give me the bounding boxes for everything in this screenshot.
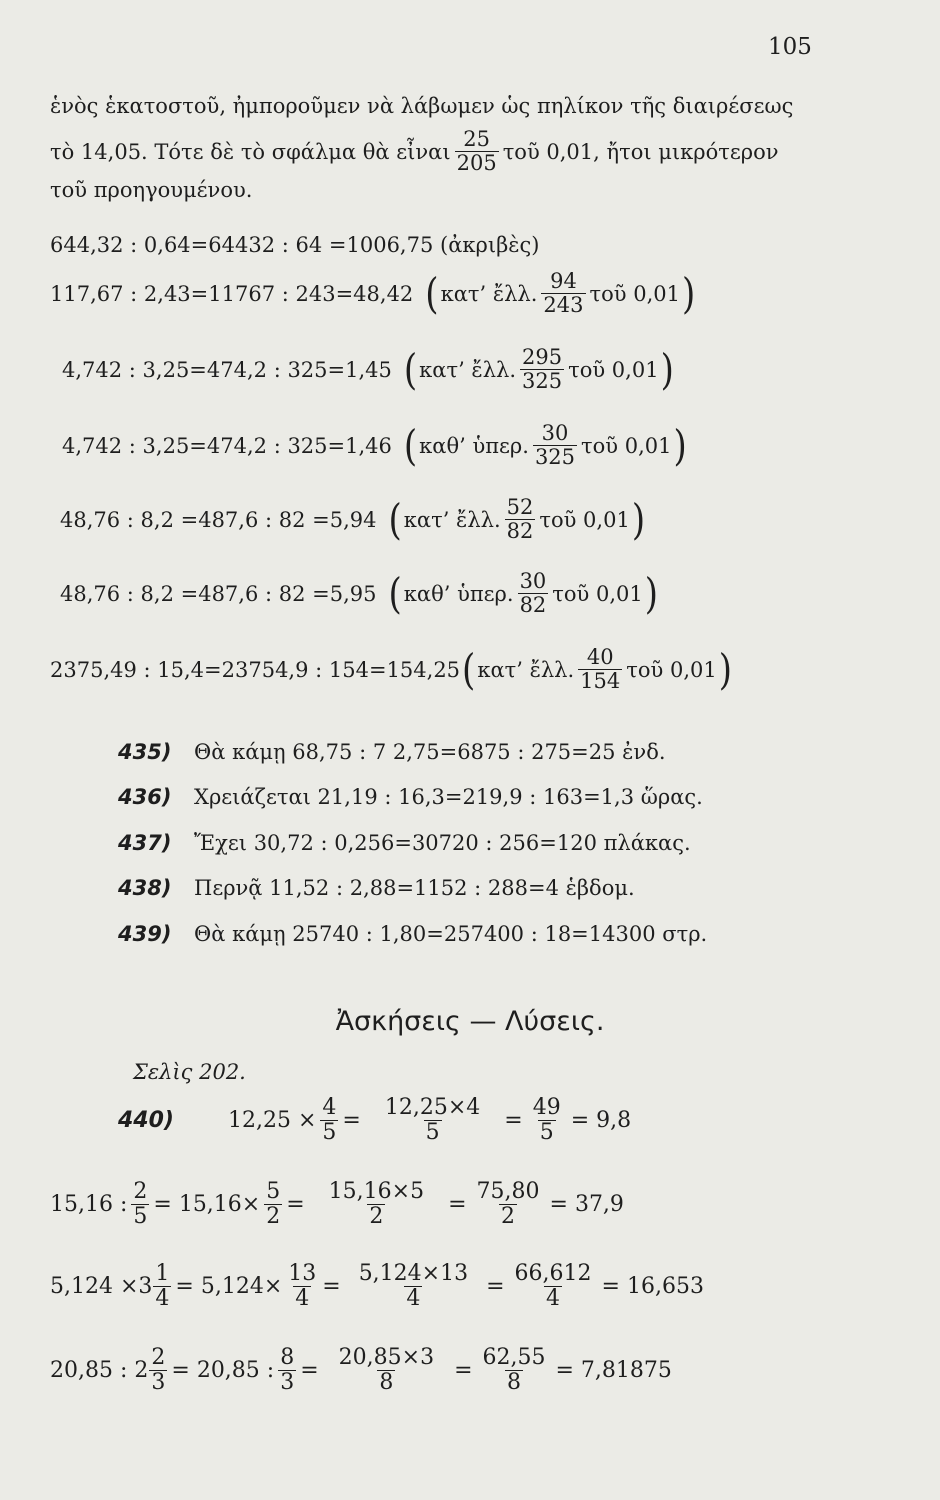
fraction — [149, 1346, 167, 1395]
fraction-denominator: 4 — [546, 1286, 561, 1312]
fraction-numerator: 94 — [550, 269, 577, 293]
open-paren: ( — [425, 268, 439, 319]
answer-437 — [118, 831, 691, 855]
calc-tail: τοῦ 0,01 — [626, 657, 717, 682]
error-fraction — [533, 422, 577, 469]
answer-number: 435) — [118, 740, 172, 764]
fraction — [278, 1346, 296, 1395]
close-paren: ) — [644, 568, 659, 619]
calc-label: καθ’ ὑπερ. — [419, 433, 529, 458]
fraction-denominator: 154 — [580, 669, 621, 694]
fraction — [327, 1346, 446, 1395]
answer-number: 438) — [118, 876, 172, 900]
equals-sign: = — [504, 1108, 523, 1134]
fraction-denominator: 4 — [406, 1286, 421, 1312]
fraction-denominator: 2 — [369, 1204, 384, 1230]
answer-439 — [118, 922, 707, 946]
section-heading: Ἀσκήσεις — Λύσεις. — [335, 1006, 605, 1037]
answer-number: 439) — [118, 922, 172, 946]
fraction — [320, 1096, 338, 1145]
calc-line-6 — [60, 570, 660, 617]
expr-part: 15,16 : — [50, 1192, 128, 1218]
open-paren: ( — [403, 420, 418, 471]
calc-label: κατ’ ἔλλ. — [440, 281, 538, 306]
fraction-numerator: 66,612 — [514, 1261, 592, 1286]
expr-part: 12,25 × — [228, 1108, 317, 1134]
fraction-denominator: 205 — [456, 151, 497, 176]
calc-label: κατ’ ἔλλ. — [403, 507, 501, 532]
fraction-denominator: 2 — [266, 1204, 281, 1230]
answer-text: Ἔχει 30,72 : 0,256=30720 : 256=120 πλάκας. — [194, 831, 691, 855]
fraction-denominator: 243 — [543, 293, 584, 318]
expr-part: 5,124 ×3 — [50, 1274, 153, 1300]
fraction-denominator: 325 — [534, 445, 576, 470]
fraction — [153, 1262, 171, 1311]
answer-number: 437) — [118, 831, 172, 855]
intro-line-2 — [50, 128, 779, 175]
calc-expression: 117,67 : 2,43=11767 : 243=48,42 — [50, 281, 414, 306]
calc-tail: τοῦ 0,01 — [568, 357, 659, 382]
answer-436 — [118, 785, 703, 809]
fraction-numerator: 49 — [532, 1095, 561, 1120]
fraction — [349, 1262, 478, 1311]
page-number: 105 — [768, 34, 812, 60]
answer-number: 436) — [118, 785, 172, 809]
answer-438 — [118, 876, 635, 900]
fraction-numerator: 30 — [541, 421, 569, 445]
close-paren: ) — [673, 420, 687, 471]
fraction-numerator: 40 — [586, 645, 614, 669]
fraction-numerator: 2 — [151, 1345, 166, 1370]
expr-part: = 20,85 : — [171, 1358, 275, 1384]
close-paren: ) — [718, 644, 732, 695]
exercise-division-2 — [50, 1346, 672, 1395]
calc-tail: τοῦ 0,01 — [589, 281, 680, 306]
answer-435 — [118, 740, 666, 764]
fraction-denominator: 8 — [379, 1370, 394, 1396]
equals-sign: = — [286, 1192, 305, 1218]
error-fraction — [520, 346, 564, 393]
fraction-numerator: 20,85×3 — [338, 1345, 435, 1370]
fraction — [477, 1346, 552, 1395]
fraction-numerator: 52 — [506, 495, 534, 519]
fraction-denominator: 5 — [539, 1120, 554, 1146]
open-paren: ( — [388, 494, 402, 545]
fraction-numerator: 5 — [266, 1179, 281, 1204]
calc-tail: τοῦ 0,01 — [581, 433, 672, 458]
exercise-number: 440) — [118, 1108, 174, 1134]
fraction-numerator: 12,25×4 — [384, 1095, 481, 1120]
fraction — [527, 1096, 567, 1145]
error-fraction — [505, 496, 536, 543]
fraction-denominator: 3 — [280, 1370, 295, 1396]
fraction — [131, 1180, 149, 1229]
fraction-numerator: 25 — [463, 127, 490, 151]
fraction-numerator: 13 — [288, 1261, 317, 1286]
calc-line-2 — [50, 270, 697, 317]
answer-text: Χρειάζεται 21,19 : 16,3=219,9 : 163=1,3 ὥρας. — [194, 785, 703, 809]
fraction-numerator: 75,80 — [476, 1179, 540, 1204]
fraction-denominator: 325 — [522, 369, 563, 394]
fraction-denominator: 8 — [507, 1370, 521, 1396]
calc-label: καθ’ ὑπερ. — [403, 581, 514, 606]
intro-line-1: ἑνὸς ἑκατοστοῦ, ἠμποροῦμεν νὰ λάβωμεν ὡς πηλίκον τῆς διαιρέσεως — [50, 94, 794, 118]
expr-part: = 5,124× — [175, 1274, 283, 1300]
calc-note: (ἀκριβὲς) — [440, 233, 540, 257]
result: = 37,9 — [549, 1192, 624, 1218]
fraction-denominator: 2 — [501, 1204, 516, 1230]
intro-line-3: τοῦ προηγουμένου. — [50, 178, 253, 202]
error-fraction — [518, 570, 549, 617]
equals-sign: = — [322, 1274, 341, 1300]
fraction-denominator: 4 — [155, 1286, 170, 1312]
fraction — [286, 1262, 318, 1311]
fraction-numerator: 2 — [133, 1179, 148, 1204]
error-fraction — [578, 646, 622, 693]
fraction-numerator: 30 — [519, 569, 547, 593]
fraction — [509, 1262, 598, 1311]
exercise-division-1 — [50, 1180, 624, 1229]
calc-expression: 4,742 : 3,25=474,2 : 325=1,46 — [62, 433, 392, 458]
calc-line-3 — [62, 346, 676, 393]
equals-sign: = — [454, 1358, 473, 1384]
intro-line-2-text-a: τὸ 14,05. Τότε δὲ τὸ σφάλμα θὰ εἶναι — [50, 139, 451, 164]
calc-line-4 — [62, 422, 689, 469]
fraction-denominator: 4 — [295, 1286, 310, 1312]
calc-expression: 4,742 : 3,25=474,2 : 325=1,45 — [62, 357, 392, 382]
calc-line-5 — [60, 496, 647, 543]
fraction — [471, 1180, 546, 1229]
expr-part: 20,85 : 2 — [50, 1358, 149, 1384]
fraction-numerator: 295 — [522, 345, 563, 369]
equals-sign: = — [448, 1192, 467, 1218]
open-paren: ( — [462, 644, 476, 695]
fraction-numerator: 1 — [155, 1261, 170, 1286]
answer-text: Θὰ κάμῃ 25740 : 1,80=257400 : 18=14300 στρ. — [194, 922, 708, 946]
result: = 9,8 — [570, 1108, 632, 1134]
calc-expression: 48,76 : 8,2 =487,6 : 82 =5,95 — [60, 581, 377, 606]
close-paren: ) — [631, 494, 646, 545]
fraction-numerator: 5,124×13 — [358, 1261, 469, 1286]
intro-fraction — [455, 128, 499, 175]
calc-tail: τοῦ 0,01 — [539, 507, 630, 532]
equals-sign: = — [486, 1274, 505, 1300]
answer-text: Θὰ κάμῃ 68,75 : 7 2,75=6875 : 275=25 ἐνδ. — [194, 740, 666, 764]
close-paren: ) — [681, 268, 696, 319]
equals-sign: = — [342, 1108, 361, 1134]
fraction-denominator: 82 — [519, 593, 547, 618]
close-paren: ) — [660, 344, 674, 395]
exercise-440 — [118, 1096, 631, 1145]
calc-label: κατ’ ἔλλ. — [477, 657, 575, 682]
fraction-numerator: 62,55 — [482, 1345, 546, 1370]
fraction-denominator: 3 — [151, 1370, 166, 1396]
calc-label: κατ’ ἔλλ. — [419, 357, 516, 382]
intro-line-2-text-b: τοῦ 0,01, ἤτοι μικρότερον — [502, 139, 779, 164]
answer-text: Περνᾷ 11,52 : 2,88=1152 : 288=4 ἑβδομ. — [194, 876, 635, 900]
calc-expression: 48,76 : 8,2 =487,6 : 82 =5,94 — [60, 507, 377, 532]
open-paren: ( — [403, 344, 418, 395]
result: = 7,81875 — [555, 1358, 672, 1384]
fraction — [264, 1180, 282, 1229]
fraction-denominator: 82 — [506, 519, 534, 544]
calc-line-7 — [50, 646, 734, 693]
fraction — [313, 1180, 440, 1229]
page-reference: Σελὶς 202. — [133, 1060, 246, 1084]
calc-tail: τοῦ 0,01 — [552, 581, 643, 606]
fraction-denominator: 5 — [322, 1120, 337, 1146]
fraction-numerator: 8 — [280, 1345, 295, 1370]
calc-expression: 644,32 : 0,64=64432 : 64 =1006,75 — [50, 233, 434, 257]
open-paren: ( — [388, 568, 402, 619]
fraction-numerator: 15,16×5 — [328, 1179, 425, 1204]
equals-sign: = — [300, 1358, 319, 1384]
error-fraction — [541, 270, 585, 317]
expr-part: = 15,16× — [153, 1192, 261, 1218]
fraction — [369, 1096, 496, 1145]
calc-expression: 2375,49 : 15,4=23754,9 : 154=154,25 — [50, 657, 461, 682]
fraction-denominator: 5 — [133, 1204, 148, 1230]
fraction-numerator: 4 — [322, 1095, 337, 1120]
exercise-multiplication — [50, 1262, 704, 1311]
calc-line-1 — [50, 233, 539, 257]
fraction-denominator: 5 — [425, 1120, 440, 1146]
result: = 16,653 — [601, 1274, 704, 1300]
